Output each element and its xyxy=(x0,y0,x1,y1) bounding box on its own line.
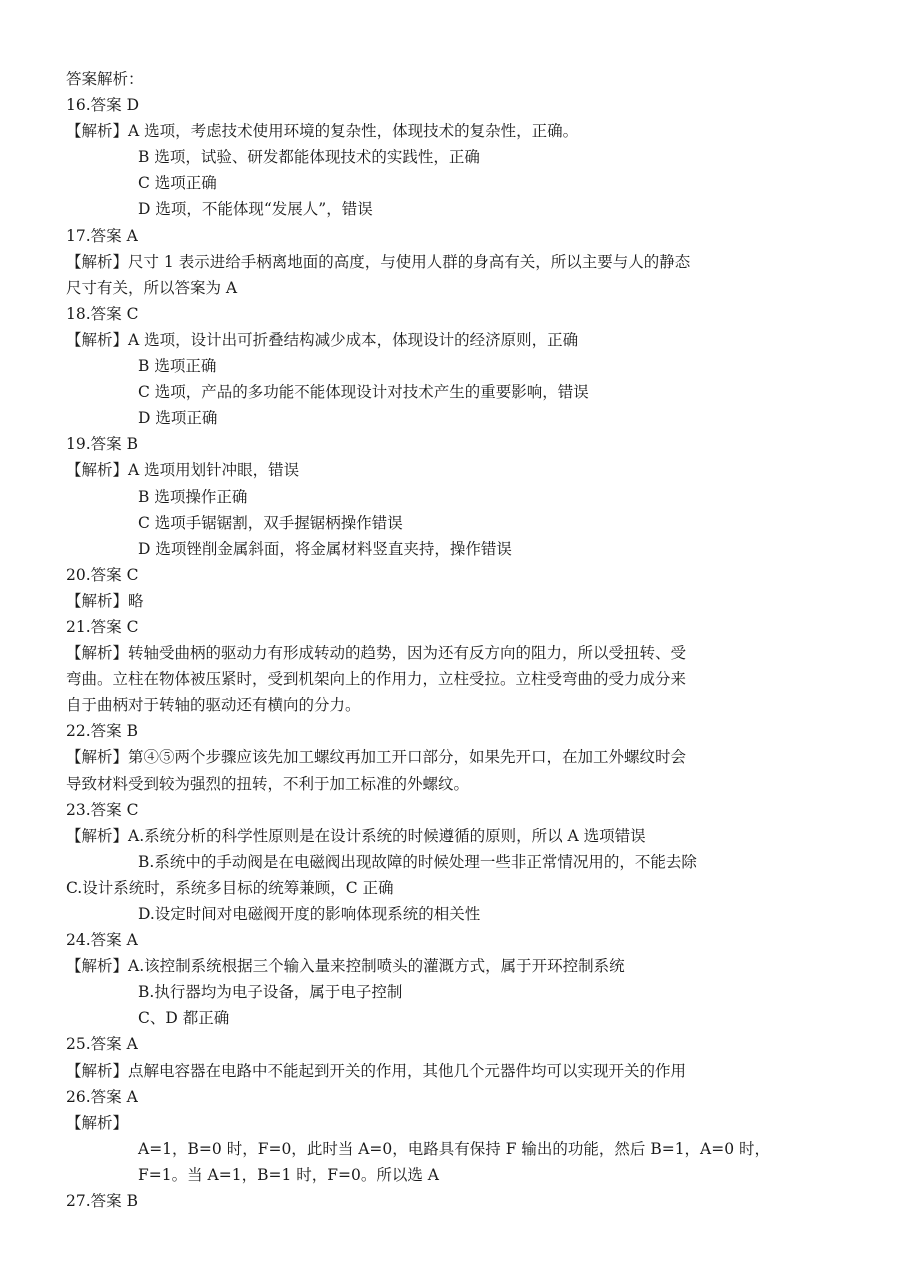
text-line: 弯曲。立柱在物体被压紧时，受到机架向上的作用力，立柱受拉。立柱受弯曲的受力成分来 xyxy=(66,670,687,689)
text-line: F=1。当 A=1，B=1 时，F=0。所以选 A xyxy=(138,1165,439,1184)
text-line: 27.答案 B xyxy=(66,1192,138,1211)
text-line: 24.答案 A xyxy=(66,931,138,950)
text-line: 【解析】转轴受曲柄的驱动力有形成转动的趋势，因为还有反方向的阻力，所以受扭转、受 xyxy=(66,644,687,663)
text-line: 26.答案 A xyxy=(66,1087,138,1106)
text-line: 19.答案 B xyxy=(66,435,138,454)
text-line: C 选项正确 xyxy=(138,174,217,193)
text-line: C 选项手锯锯割，双手握锯柄操作错误 xyxy=(138,513,403,532)
text-line: 【解析】第④⑤两个步骤应该先加工螺纹再加工开口部分，如果先开口，在加工外螺纹时会 xyxy=(66,748,687,767)
text-line: 【解析】A 选项，考虑技术使用环境的复杂性，体现技术的复杂性，正确。 xyxy=(66,122,579,141)
text-line: 答案解析： xyxy=(66,70,144,88)
text-line: D 选项，不能体现“发展人”，错误 xyxy=(138,200,373,219)
text-line: 22.答案 B xyxy=(66,722,138,741)
text-line: 【解析】 xyxy=(66,1113,129,1132)
text-line: 导致材料受到较为强烈的扭转，不利于加工标准的外螺纹。 xyxy=(66,774,470,793)
text-line: 16.答案 D xyxy=(66,96,140,115)
text-line: 【解析】A 选项用划针冲眼，错误 xyxy=(66,461,300,480)
text-line: A=1，B=0 时，F=0，此时当 A=0，电路具有保持 F 输出的功能，然后 B=1，A=0 时， xyxy=(138,1139,771,1158)
text-line: 尺寸有关，所以答案为 A xyxy=(66,278,238,297)
text-line: C、D 都正确 xyxy=(138,1009,230,1028)
text-line: 17.答案 A xyxy=(66,226,138,245)
text-line: B 选项正确 xyxy=(138,357,217,376)
answer-explanation-document xyxy=(66,66,866,1214)
text-line: 20.答案 C xyxy=(66,565,139,584)
text-line: C 选项，产品的多功能不能体现设计对技术产生的重要影响，错误 xyxy=(138,383,589,402)
text-line: 21.答案 C xyxy=(66,617,139,636)
text-line: 23.答案 C xyxy=(66,800,139,819)
text-line: D 选项正确 xyxy=(138,409,218,428)
text-line: 【解析】略 xyxy=(66,591,144,610)
text-line: 【解析】点解电容器在电路中不能起到开关的作用，其他几个元器件均可以实现开关的作用 xyxy=(66,1061,687,1080)
text-line: D 选项锉削金属斜面，将金属材料竖直夹持，操作错误 xyxy=(138,539,512,558)
text-line: B 选项，试验、研发都能体现技术的实践性，正确 xyxy=(138,148,480,167)
text-line: 【解析】A.该控制系统根据三个输入量来控制喷头的灌溉方式，属于开环控制系统 xyxy=(66,957,625,976)
text-line: 自于曲柄对于转轴的驱动还有横向的分力。 xyxy=(66,696,361,715)
text-line: B 选项操作正确 xyxy=(138,487,248,506)
text-line: 【解析】尺寸 1 表示进给手柄离地面的高度，与使用人群的身高有关，所以主要与人的静态 xyxy=(66,252,691,271)
text-line: 【解析】A 选项，设计出可折叠结构减少成本，体现设计的经济原则，正确 xyxy=(66,330,579,349)
text-line: 18.答案 C xyxy=(66,304,139,323)
text-line: D.设定时间对电磁阀开度的影响体现系统的相关性 xyxy=(138,905,481,923)
text-line: B.系统中的手动阀是在电磁阀出现故障的时候处理一些非正常情况用的，不能去除 xyxy=(138,852,697,871)
text-line: C.设计系统时，系统多目标的统筹兼顾，C 正确 xyxy=(66,878,394,897)
text-line: B.执行器均为电子设备，属于电子控制 xyxy=(138,983,403,1002)
text-line: 【解析】A.系统分析的科学性原则是在设计系统的时候遵循的原则，所以 A 选项错误 xyxy=(66,826,646,845)
text-line: 25.答案 A xyxy=(66,1035,138,1054)
